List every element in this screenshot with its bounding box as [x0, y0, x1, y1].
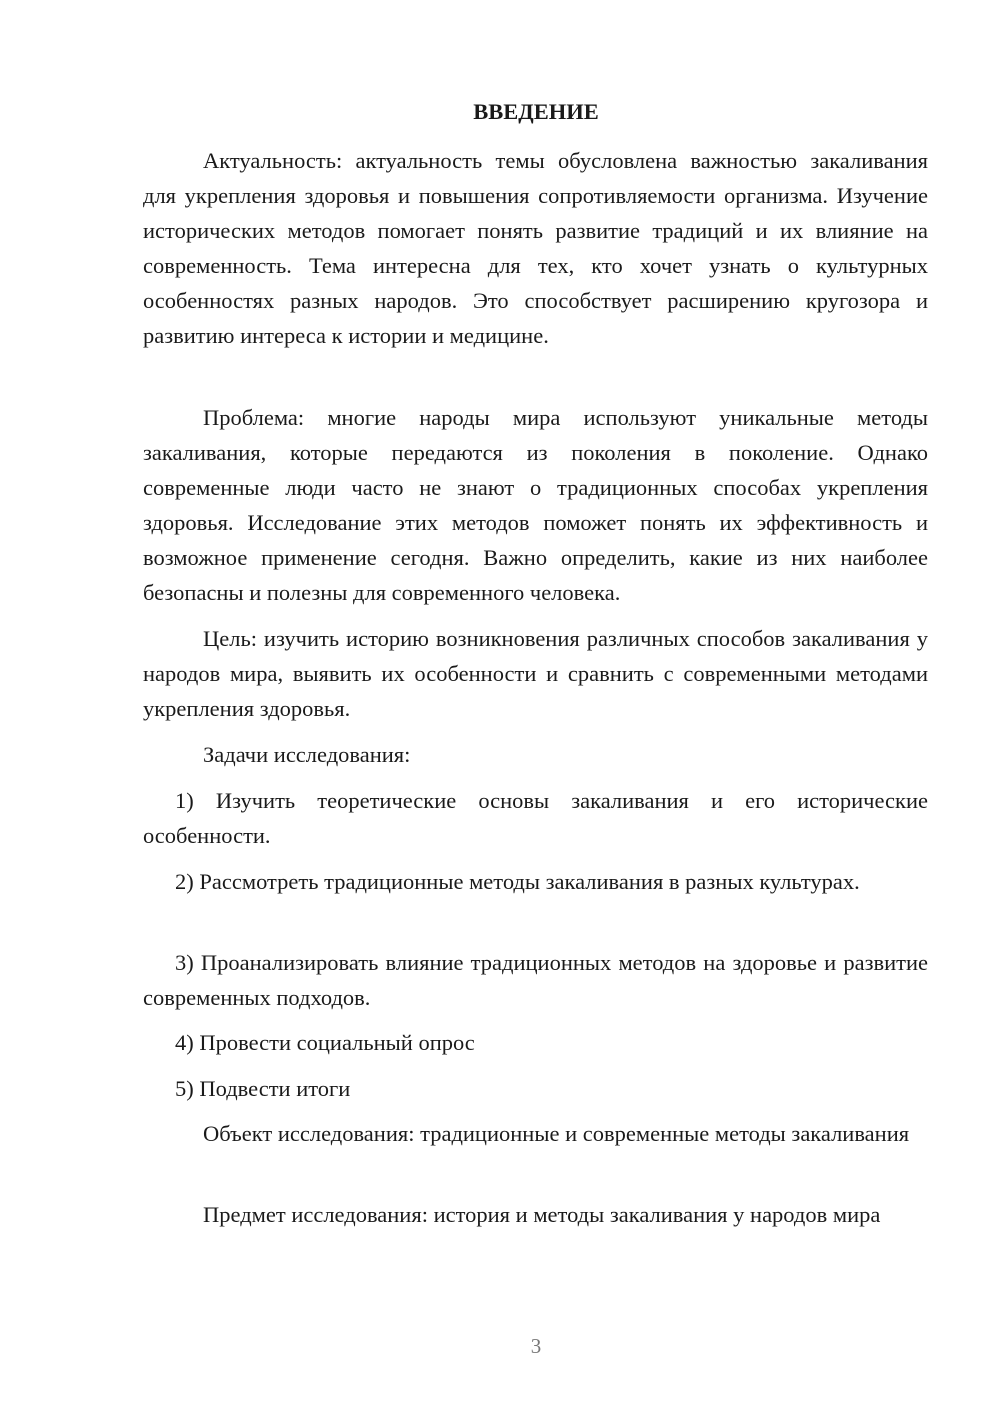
subject-block	[143, 1197, 928, 1232]
task-item: 5) Подвести итоги	[175, 1076, 351, 1101]
tasks-heading: Задачи исследования:	[203, 742, 411, 767]
relevance-block	[143, 143, 928, 353]
task-item: 2) Рассмотреть традиционные методы закаливания в разных культурах.	[175, 869, 860, 894]
tasks-heading-block	[143, 737, 928, 772]
task-3-block	[143, 945, 928, 1015]
task-4-block	[143, 1025, 928, 1060]
task-item: 1) Изучить теоретические основы закаливания и его исторические особенности.	[143, 788, 928, 848]
goal-block	[143, 621, 928, 726]
goal-paragraph: Цель: изучить историю возникновения различных способов закаливания у народов мира, выявить их особенности и сравнить с современными методами укрепления здоровья.	[143, 626, 928, 721]
task-2-block	[143, 864, 928, 899]
task-item: 3) Проанализировать влияние традиционных методов на здоровье и развитие современных подходов.	[143, 950, 928, 1010]
subject-paragraph: Предмет исследования: история и методы закаливания у народов мира	[203, 1202, 881, 1227]
problem-paragraph: Проблема: многие народы мира используют уникальные методы закаливания, которые передаются из поколения в поколение. Однако современные люди часто не знают о традиционных способах укрепления здоровья. Исследование этих методов поможет понять их эффективность и возможное применение сегодня. Важно определить, какие из них наиболее безопасны и полезны для современного человека.	[143, 405, 928, 605]
task-1-block	[143, 783, 928, 853]
task-5-block	[143, 1071, 928, 1106]
task-item: 4) Провести социальный опрос	[175, 1030, 475, 1055]
object-paragraph: Объект исследования: традиционные и современные методы закаливания	[203, 1121, 910, 1146]
page-number: 3	[530, 1334, 542, 1358]
problem-block	[143, 400, 928, 610]
relevance-paragraph: Актуальность: актуальность темы обусловлена важностью закаливания для укрепления здоровья и повышения сопротивляемости организма. Изучение исторических методов помогает понять развитие традиций и их влияние на современность. Тема интересна для тех, кто хочет узнать о культурных особенностях разных народов. Это способствует расширению кругозора и развитию интереса к истории и медицине.	[143, 148, 928, 348]
page-title: ВВЕДЕНИЕ	[473, 99, 599, 124]
object-block	[143, 1116, 928, 1151]
